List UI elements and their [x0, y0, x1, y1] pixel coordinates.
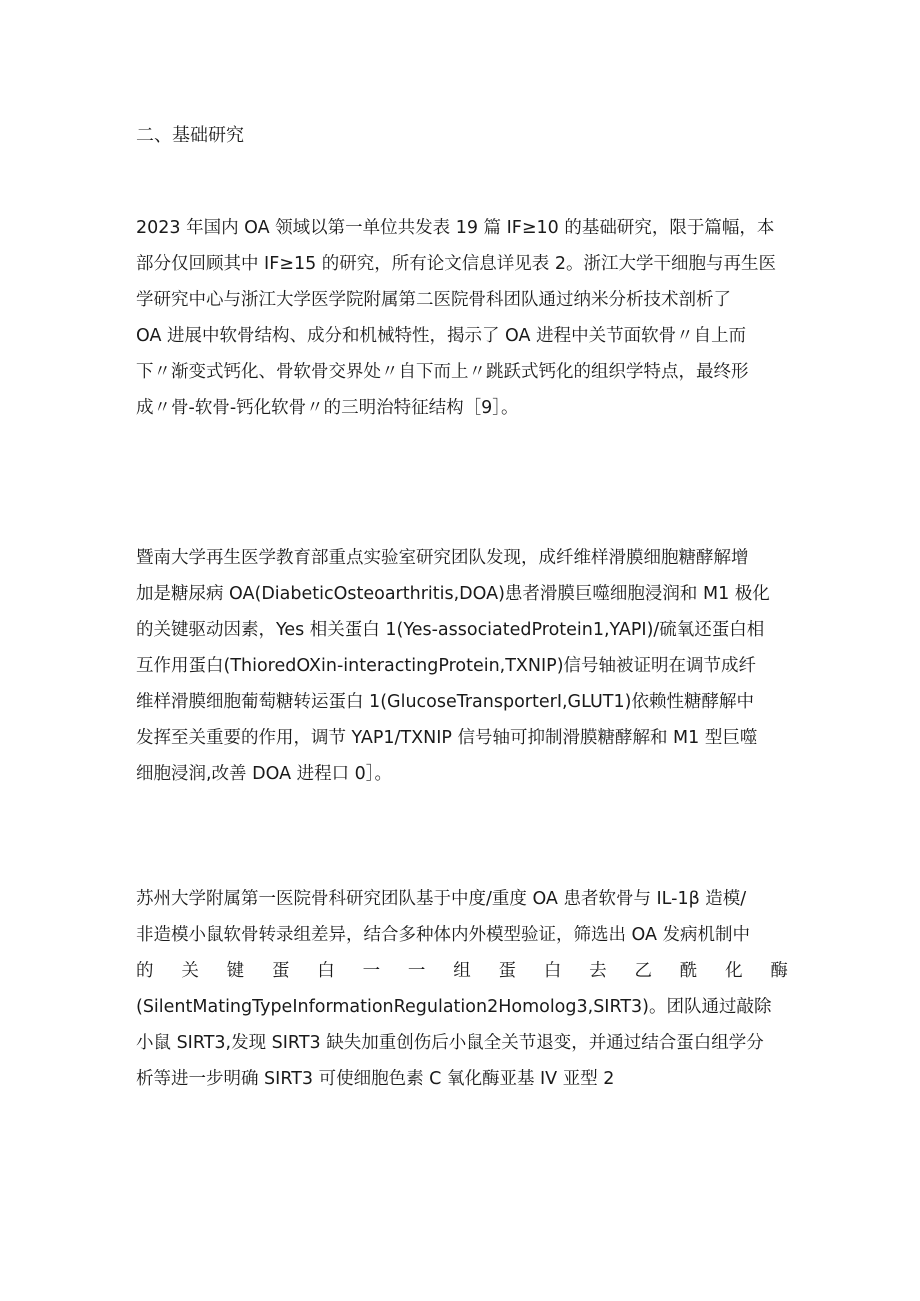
text-line: OA 进展中软骨结构、成分和机械特性，揭示了 OA 进程中关节面软骨〃自上而 [136, 326, 747, 346]
spread-char: 酶 [770, 961, 788, 981]
spread-char: 组 [453, 961, 471, 981]
text-line: 小鼠 SIRT3,发现 SIRT3 缺失加重创伤后小鼠全关节退变，并通过结合蛋白组学分 [136, 1033, 764, 1053]
text-line: 学研究中心与浙江大学医学院附属第二医院骨科团队通过纳米分析技术剖析了 [136, 290, 731, 310]
text-line: 加是糖尿病 OA(DiabeticOsteoarthritis,DOA)患者滑膜巨噬细胞浸润和 M1 极化 [136, 584, 770, 604]
spread-char: 一 [362, 961, 381, 981]
text-line: 暨南大学再生医学教育部重点实验室研究团队发现，成纤维样滑膜细胞糖酵解增 [136, 548, 749, 568]
spread-char: 白 [543, 961, 562, 981]
text-line: (SilentMatingTypeInformationRegulation2Homolog3,SIRT3)。团队通过敲除 [136, 997, 772, 1017]
text-line-justified [136, 953, 788, 989]
text-line: 互作用蛋白(ThioredOXin-interactingProtein,TXNIP)信号轴被证明在调节成纤 [136, 656, 757, 676]
text-line: 下〃渐变式钙化、骨软骨交界处〃自下而上〃跳跃式钙化的组织学特点，最终形 [136, 362, 749, 382]
text-line: 发挥至关重要的作用，调节 YAP1/TXNIP 信号轴可抑制滑膜糖酵解和 M1 型巨噬 [136, 728, 758, 748]
spread-char: 酰 [679, 961, 698, 981]
text-line: 析等进一步明确 SIRT3 可使细胞色素 C 氧化酶亚基 IV 亚型 2 [136, 1069, 615, 1089]
spread-char: 键 [226, 961, 245, 981]
section-heading: 二、基础研究 [136, 125, 244, 146]
spread-char: 白 [317, 961, 335, 981]
text-line: 成〃骨-软骨-钙化软骨〃的三明治特征结构［9］。 [136, 398, 519, 418]
paragraph-jinan-study [136, 540, 788, 792]
spread-char: 关 [181, 961, 199, 981]
spread-char: 乙 [634, 961, 652, 981]
text-line: 苏州大学附属第一医院骨科研究团队基于中度/重度 OA 患者软骨与 IL-1β 造模/ [136, 889, 747, 909]
paragraph-zhejiang-study [136, 210, 788, 426]
spread-char: 蛋 [498, 961, 516, 981]
spread-char: 蛋 [271, 961, 290, 981]
text-line: 2023 年国内 OA 领域以第一单位共发表 19 篇 IF≥10 的基础研究，限于篇幅，本 [136, 218, 775, 238]
text-line: 部分仅回顾其中 IF≥15 的研究，所有论文信息详见表 2。浙江大学干细胞与再生医 [136, 254, 776, 274]
paragraph-suzhou-study [136, 881, 788, 1097]
spread-char: 一 [407, 961, 426, 981]
spread-char: 化 [725, 961, 743, 981]
spread-char: 的 [136, 961, 154, 981]
text-line: 细胞浸润,改善 DOA 进程口 0］。 [136, 764, 393, 784]
text-line: 维样滑膜细胞葡萄糖转运蛋白 1(GlucoseTransporterI,GLUT1)依赖性糖酵解中 [136, 692, 754, 712]
text-line: 非造模小鼠软骨转录组差异，结合多种体内外模型验证，筛选出 OA 发病机制中 [136, 925, 751, 945]
spread-char: 去 [589, 961, 607, 981]
text-line: 的关键驱动因素，Yes 相关蛋白 1(Yes-associatedProtein1,YAPI)/硫氧还蛋白相 [136, 620, 765, 640]
